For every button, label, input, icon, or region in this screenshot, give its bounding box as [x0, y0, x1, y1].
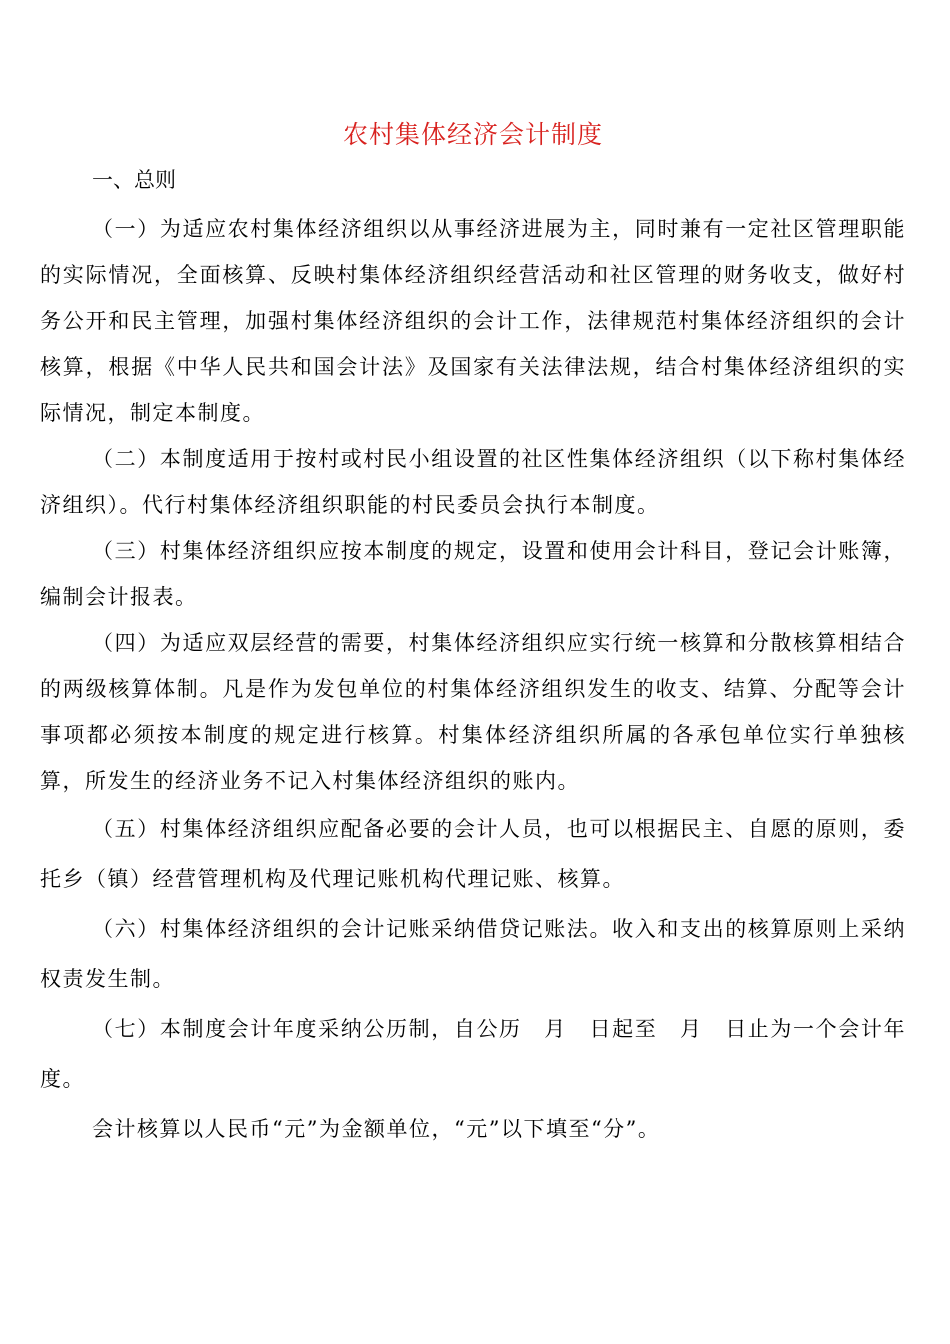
- paragraph-2: （二）本制度适用于按村或村民小组设置的社区性集体经济组织（以下称村集体经济组织）。代行村集体经济组织职能的村民委员会执行本制度。: [40, 447, 906, 517]
- document-title: 农村集体经济会计制度: [342, 120, 603, 149]
- document-page: [40, 110, 906, 1154]
- paragraph-1: （一）为适应农村集体经济组织以从事经济进展为主，同时兼有一定社区管理职能的实际情况，全面核算、反映村集体经济组织经营活动和社区管理的财务收支，做好村务公开和民主管理，加强村集体经济组织的会计工作，法律规范村集体经济组织的会计核算，根据《中华人民共和国会计法》及国家有关法律法规，结合村集体经济组织的实际情况，制定本制度。: [40, 217, 906, 425]
- paragraph-6: （六）村集体经济组织的会计记账采纳借贷记账法。收入和支出的核算原则上采纳权责发生制。: [40, 917, 906, 991]
- section-heading-general: 一、总则: [92, 168, 176, 192]
- paragraph-7: （七）本制度会计年度采纳公历制，自公历 月 日起至 月 日止为一个会计年度。: [40, 1017, 906, 1091]
- paragraph-5: （五）村集体经济组织应配备必要的会计人员，也可以根据民主、自愿的原则，委托乡（镇）经营管理机构及代理记账机构代理记账、核算。: [40, 817, 906, 891]
- paragraph-3: （三）村集体经济组织应按本制度的规定，设置和使用会计科目，登记会计账簿，编制会计报表。: [40, 539, 906, 609]
- paragraph-4: （四）为适应双层经营的需要，村集体经济组织应实行统一核算和分散核算相结合的两级核算体制。凡是作为发包单位的村集体经济组织发生的收支、结算、分配等会计事项都必须按本制度的规定进行核算。村集体经济组织所属的各承包单位实行单独核算，所发生的经济业务不记入村集体经济组织的账内。: [40, 631, 906, 793]
- paragraph-8: 会计核算以人民币“元”为金额单位，“元”以下填至“分”。: [92, 1117, 661, 1141]
